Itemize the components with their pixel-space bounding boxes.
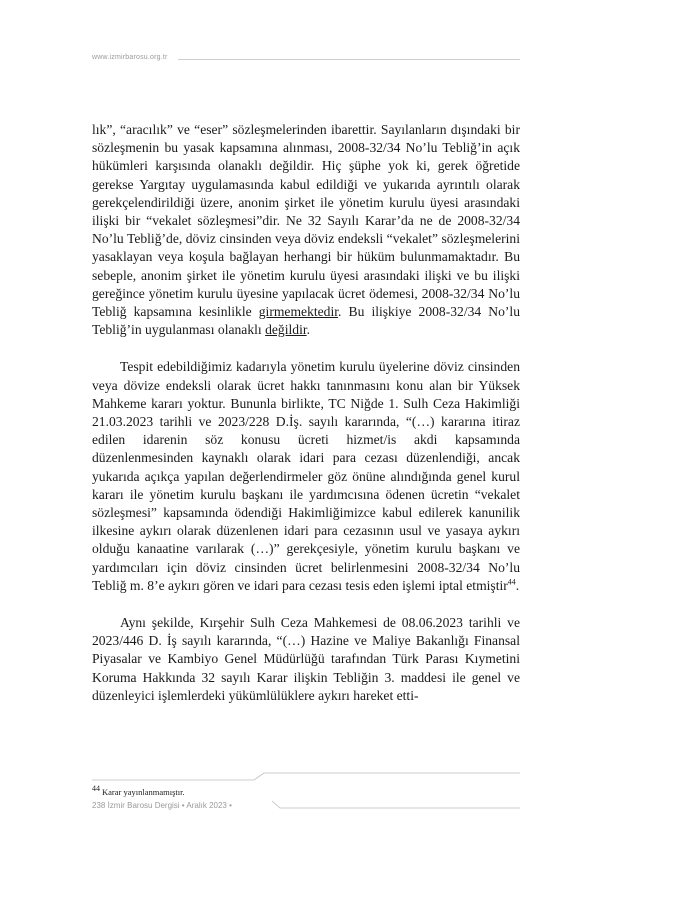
paragraph-1 <box>92 121 520 339</box>
footnote-separator <box>92 772 520 782</box>
paragraph-1-text: lık”, “aracılık” ve “eser” sözleşmelerinden ibarettir. Sayılanların dışındaki bir sözleşmenin bu yasak kapsamına alınması, 2008-32/34 No’lu Tebliğ’in açık hükümleri karşısında olanaklı değildir. Hiç şüphe yok ki, gerek öğretide gerekse Yargıtay uygulamasında kabul edildiği ve yukarıda ayrıntılı olarak gerekçelendirildiği üzere, anonim şirket ile yönetim kurulu üyesi arasındaki ilişki bir “vekalet sözleşmesi”dir. Ne 32 Sayılı Karar’da ne de 2008-32/34 No’lu Tebliğ’de, döviz cinsinden veya döviz endeksli “vekalet” sözleşmelerini yasaklayan veya koşula bağlayan herhangi bir hüküm bulunmamaktadır. Bu sebeple, anonim şirket ile yönetim kurulu üyesi arasındaki ilişki ve bu ilişki gereğince yönetim kurulu üyesine yapılacak ücret ödemesi, 2008-32/34 No’lu Tebliğ kapsamına kesinlikle <box>92 122 520 320</box>
footnote <box>92 784 185 797</box>
paragraph-1-end: . <box>306 322 311 338</box>
footer-rule <box>272 800 520 810</box>
footnote-number: 44 <box>92 784 100 793</box>
footnote-text: Karar yayınlanmamıştır. <box>102 786 185 797</box>
underlined-word: girmemektedir <box>258 304 339 320</box>
body-text <box>92 121 520 705</box>
page-footer: 238 İzmir Barosu Dergisi • Aralık 2023 • <box>92 801 232 810</box>
header-rule <box>178 59 520 60</box>
paragraph-3 <box>92 614 520 705</box>
paragraph-2: Tespit edebildiğimiz kadarıyla yönetim kurulu üyelerine döviz cinsinden veya dövize endeksli olarak ücret hakkı tanınmasını konu alan bir Yüksek Mahkeme kararı yoktur. Bununla birlikte, TC Niğde 1. Sulh Ceza Hakimliği 21.03.2023 tarihli ve 2023/228 D.İş. sayılı kararında, “(…) kararına itiraz edilen idarenin söz konusu ücreti hizmet/is akdi kapsamında düzenlenmesinden kaynaklı olarak idari para cezası düzenlendiği, ancak yukarıda açıkça yapılan değerlendirmeler göz önüne alındığında genel kurul kararı ile yönetim kurulu başkanı ile yardımcısına ödenen ücretin “vekalet sözleşmesi” kapsamında ödendiği Hakimliğimizce kabul edilerek kanunilik ilkesine aykırı olarak düzenlenen idari para cezasının usul ve yasaya aykırı olduğu kanaatine varılarak (…)” gerekçesiyle, yönetim kurulu başkanı ve yardımcıları için döviz cinsinden ücret belirlenmesini 2008-32/34 No’lu Tebliğ m. 8’e aykırı gören ve idari para cezası tesis eden işlemi iptal etmiştir$^{44}$. <box>92 359 520 593</box>
paragraph-2-text: Tespit edebildiğimiz kadarıyla yönetim kurulu üyelerine döviz cinsinden veya dövize endeksli olarak ücret hakkı tanınmasını konu alan bir Yüksek Mahkeme kararı yoktur. Bununla birlikte, TC Niğde 1. Sulh Ceza Hakimliği 21.03.2023 tarihli ve 2023/228 D.İş. sayılı kararında, “(…) kararına itiraz edilen idarenin söz konusu ücreti hizmet/is akdi kapsamında düzenlenmesinden kaynaklı olarak idari para cezası düzenlendiği, ancak yukarıda açıkça yapılan değerlendirmeler göz önüne alındığında genel kurul kararı ile yönetim kurulu başkanı ile yardımcısına ödenen ücretin “vekalet sözleşmesi” kapsamında ödendiği Hakimliğimizce kabul edilerek kanunilik ilkesine aykırı olarak düzenlenen idari para cezasının usul ve yasaya aykırı olduğu kanaatine varılarak (…)” gerekçesiyle, yönetim kurulu başkanı ve yardımcıları için döviz cinsinden ücret belirlenmesini 2008-32/34 No’lu Tebliğ m. 8’e aykırı gören ve idari para cezası tesis eden işlemi iptal etmiştir <box>92 359 520 593</box>
paragraph-1-text-cont: . Bu ilişkiye 2008-32/34 No’lu Tebliğ’in uygulanması olanaklı <box>92 304 521 338</box>
site-url: www.izmirbarosu.org.tr <box>92 54 168 61</box>
footnote-ref[interactable]: 44 <box>507 577 516 587</box>
underlined-word: değildir <box>265 322 307 338</box>
paragraph-3-text: Aynı şekilde, Kırşehir Sulh Ceza Mahkemesi de 08.06.2023 tarihli ve 2023/446 D. İş sayılı kararında, “(…) Hazine ve Maliye Bakanlığı Finansal Piyasalar ve Kambiyo Genel Müdürlüğü tarafından Türk Parası Kıymetini Koruma Hakkında 32 sayılı Karar ilişkin Tebliğin 3. maddesi ile genel ve düzenleyici işlemlerdeki yükümlülüklere aykırı hareket etti- <box>92 615 520 703</box>
